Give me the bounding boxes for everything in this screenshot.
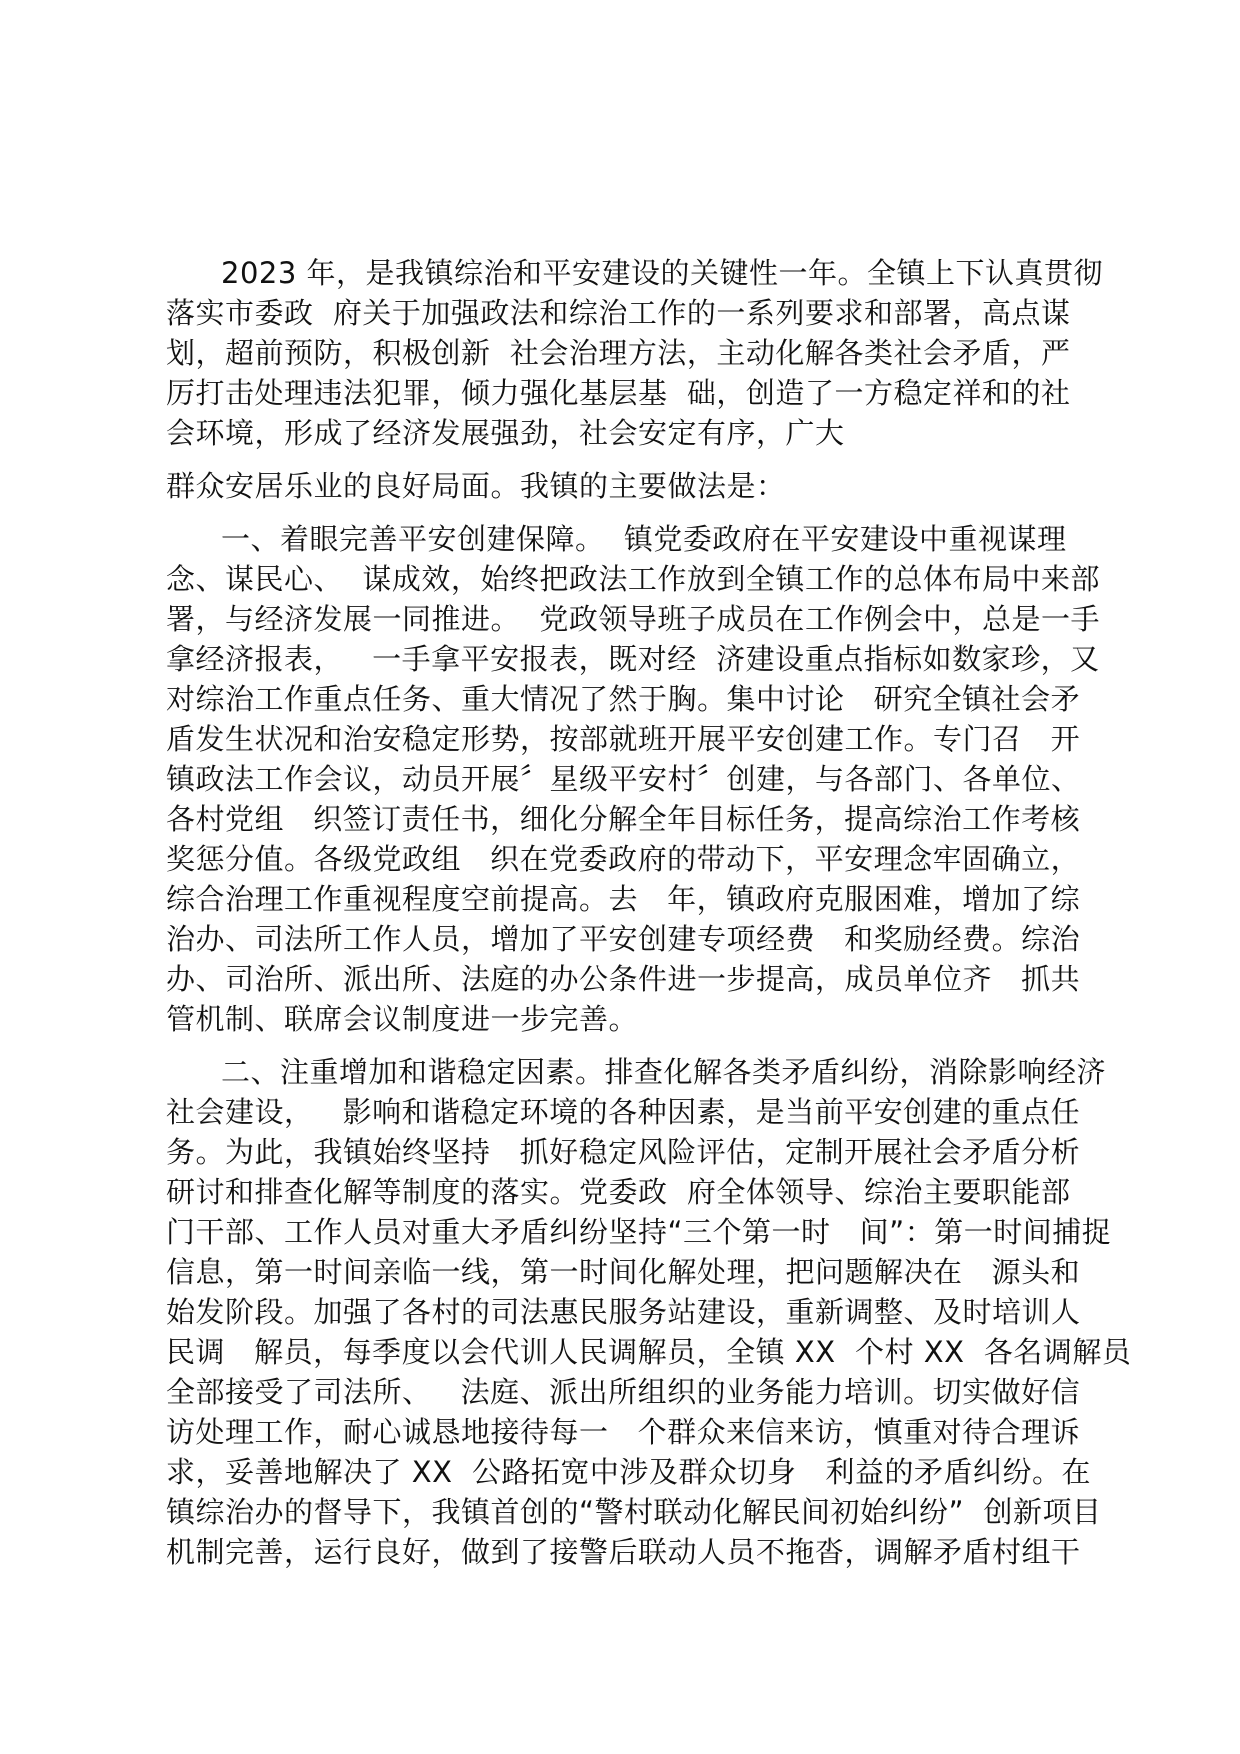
paragraph-2-line-4: 拿经济报表， 一手拿平安报表，既对经 济建设重点指标如数家珍，又 (166, 642, 1100, 676)
paragraph-1-line-5: 会环境，形成了经济发展强劲，社会安定有序，广大 (166, 416, 845, 450)
paragraph-3-line-3: 务。为此，我镇始终坚持 抓好稳定风险评估，定制开展社会矛盾分析 (166, 1135, 1081, 1169)
paragraph-3-line-10: 访处理工作，耐心诚恳地接待每一 个群众来信来访，慎重对待合理诉 (166, 1415, 1081, 1449)
paragraph-1-line-3: 划，超前预防，积极创新 社会治理方法，主动化解各类社会矛盾，严 (166, 336, 1071, 370)
paragraph-2-line-13: 管机制、联席会议制度进一步完善。 (166, 1002, 639, 1036)
paragraph-2-line-2: 念、谋民心、 谋成效，始终把政法工作放到全镇工作的总体布局中来部 (166, 562, 1100, 596)
paragraph-3-line-7: 始发阶段。加强了各村的司法惠民服务站建设，重新调整、及时培训人 (166, 1295, 1081, 1329)
paragraph-2-line-3: 署，与经济发展一同推进。 党政领导班子成员在工作例会中，总是一手 (166, 602, 1100, 636)
paragraph-3-line-11: 求，妥善地解决了 XX 公路拓宽中涉及群众切身 利益的矛盾纠纷。在 (166, 1455, 1092, 1489)
paragraph-1-line-2: 落实市委政 府关于加强政法和综治工作的一系列要求和部署，高点谋 (166, 296, 1071, 330)
paragraph-1-line-6: 群众安居乐业的良好局面。我镇的主要做法是： (166, 469, 786, 503)
paragraph-3-line-1: 二、注重增加和谐稳定因素。排查化解各类矛盾纠纷，消除影响经济 (221, 1055, 1107, 1089)
paragraph-3-line-9: 全部接受了司法所、 法庭、派出所组织的业务能力培训。切实做好信 (166, 1375, 1081, 1409)
paragraph-1-line-4: 厉打击处理违法犯罪，倾力强化基层基 础，创造了一方稳定祥和的社 (166, 376, 1071, 410)
paragraph-2-line-6: 盾发生状况和治安稳定形势，按部就班开展平安创建工作。专门召 开 (166, 722, 1081, 756)
paragraph-3-line-8: 民调 解员，每季度以会代训人民调解员，全镇 XX 个村 XX 各名调解员 (166, 1335, 1132, 1369)
paragraph-2-line-1: 一、着眼完善平安创建保障。 镇党委政府在平安建设中重视谋理 (221, 522, 1067, 556)
paragraph-3-line-6: 信息，第一时间亲临一线，第一时间化解处理，把问题解决在 源头和 (166, 1255, 1081, 1289)
paragraph-2-line-7: 镇政法工作会议，动员开展〞星级平安村〞创建，与各部门、各单位、 (166, 762, 1081, 796)
paragraph-2-line-5: 对综治工作重点任务、重大情况了然于胸。集中讨论 研究全镇社会矛 (166, 682, 1081, 716)
paragraph-2-line-8: 各村党组 织签订责任书，细化分解全年目标任务，提高综治工作考核 (166, 802, 1081, 836)
paragraph-2-line-11: 治办、司法所工作人员，增加了平安创建专项经费 和奖励经费。综治 (166, 922, 1081, 956)
paragraph-2-line-12: 办、司治所、派出所、法庭的办公条件进一步提高，成员单位齐 抓共 (166, 962, 1081, 996)
paragraph-1-line-1: 2023 年，是我镇综治和平安建设的关键性一年。全镇上下认真贯彻 (221, 256, 1104, 290)
paragraph-2-line-9: 奖惩分值。各级党政组 织在党委政府的带动下，平安理念牢固确立， (166, 842, 1081, 876)
paragraph-3-line-4: 研讨和排查化解等制度的落实。党委政 府全体领导、综治主要职能部 (166, 1175, 1071, 1209)
paragraph-3-line-2: 社会建设， 影响和谐稳定环境的各种因素，是当前平安创建的重点任 (166, 1095, 1081, 1129)
paragraph-3-line-12: 镇综治办的督导下，我镇首创的“警村联动化解民间初始纠纷” 创新项目 (166, 1495, 1102, 1529)
paragraph-3-line-13: 机制完善，运行良好，做到了接警后联动人员不拖沓，调解矛盾村组干 (166, 1535, 1081, 1569)
paragraph-3-line-5: 门干部、工作人员对重大矛盾纠纷坚持“三个第一时 间”：第一时间捕捉 (166, 1215, 1112, 1249)
paragraph-2-line-10: 综合治理工作重视程度空前提高。去 年，镇政府克服困难，增加了综 (166, 882, 1081, 916)
